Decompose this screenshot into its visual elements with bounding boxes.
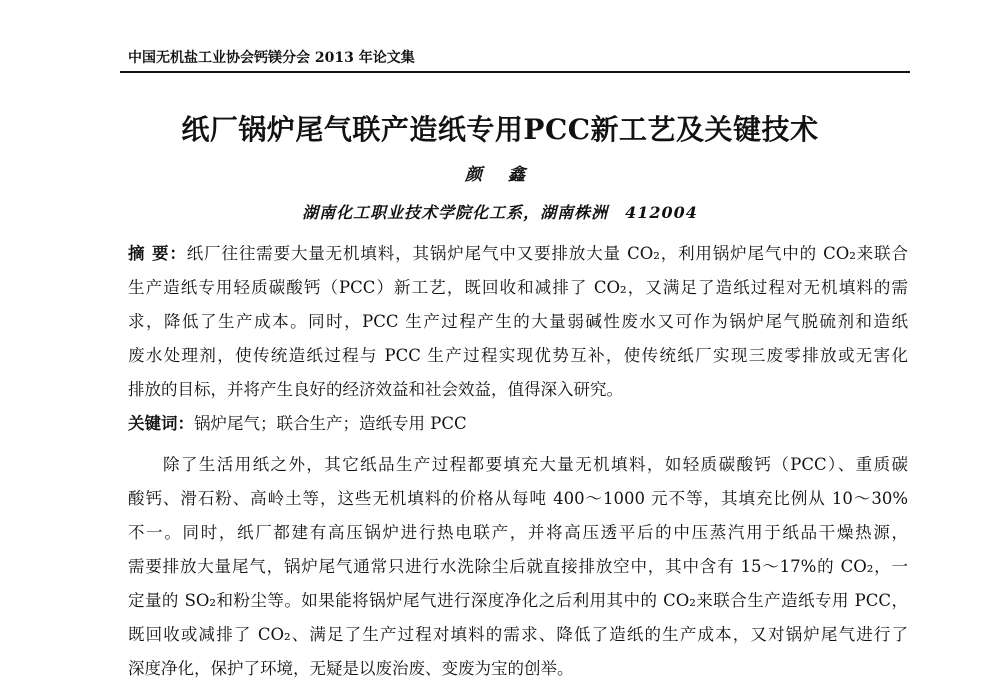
body-line: 定量的 SO₂和粉尘等。如果能将锅炉尾气进行深度净化之后利用其中的 CO₂来联合生产造纸专用 PCC， xyxy=(128,591,908,610)
body-line: 酸钙、滑石粉、高岭土等，这些无机填料的价格从每吨 400～1000 元不等，其填充比例从 10～30% xyxy=(128,489,908,508)
keywords-line xyxy=(128,414,908,434)
keywords-text: 锅炉尾气；联合生产；造纸专用 PCC xyxy=(194,414,467,433)
header-rule xyxy=(120,71,910,73)
abstract-line: 摘 要：纸厂往往需要大量无机填料，其锅炉尾气中又要排放大量 CO₂，利用锅炉尾气中的 CO₂来联合 xyxy=(128,244,909,263)
keywords-label: 关键词： xyxy=(128,414,194,433)
body-line: 需要排放大量尾气，锅炉尾气通常只进行水洗除尘后就直接排放空中，其中含有 15～17%的 CO₂，一 xyxy=(128,557,908,576)
body-line: 深度净化，保护了环境，无疑是以废治废、变废为宝的创举。 xyxy=(128,659,574,678)
running-header: 中国无机盐工业协会钙镁分会 2013 年论文集 xyxy=(128,50,415,66)
abstract-line: 求，降低了生产成本。同时，PCC 生产过程产生的大量弱碱性废水又可作为锅炉尾气脱硫剂和造纸 xyxy=(128,312,908,331)
abstract-label: 摘 要： xyxy=(128,244,187,263)
author: 颜 鑫 xyxy=(465,165,535,185)
abstract-line: 废水处理剂，使传统造纸过程与 PCC 生产过程实现优势互补，使传统纸厂实现三废零排放或无害化 xyxy=(128,346,908,365)
abstract-line: 排放的目标，并将产生良好的经济效益和社会效益，值得深入研究。 xyxy=(128,380,623,399)
body-line: 不一。同时，纸厂都建有高压锅炉进行热电联产，并将高压透平后的中压蒸汽用于纸品干燥热源， xyxy=(128,523,908,542)
affiliation: 湖南化工职业技术学院化工系，湖南株洲 412004 xyxy=(302,203,698,222)
abstract-line: 生产造纸专用轻质碳酸钙（PCC）新工艺，既回收和减排了 CO₂，又满足了造纸过程对无机填料的需 xyxy=(128,278,908,297)
body-line: 除了生活用纸之外，其它纸品生产过程都要填充大量无机填料，如轻质碳酸钙（PCC）、重质碳 xyxy=(163,455,908,474)
paper-title: 纸厂锅炉尾气联产造纸专用PCC新工艺及关键技术 xyxy=(181,113,819,146)
body-line: 既回收或减排了 CO₂、满足了生产过程对填料的需求、降低了造纸的生产成本，又对锅炉尾气进行了 xyxy=(128,625,908,644)
